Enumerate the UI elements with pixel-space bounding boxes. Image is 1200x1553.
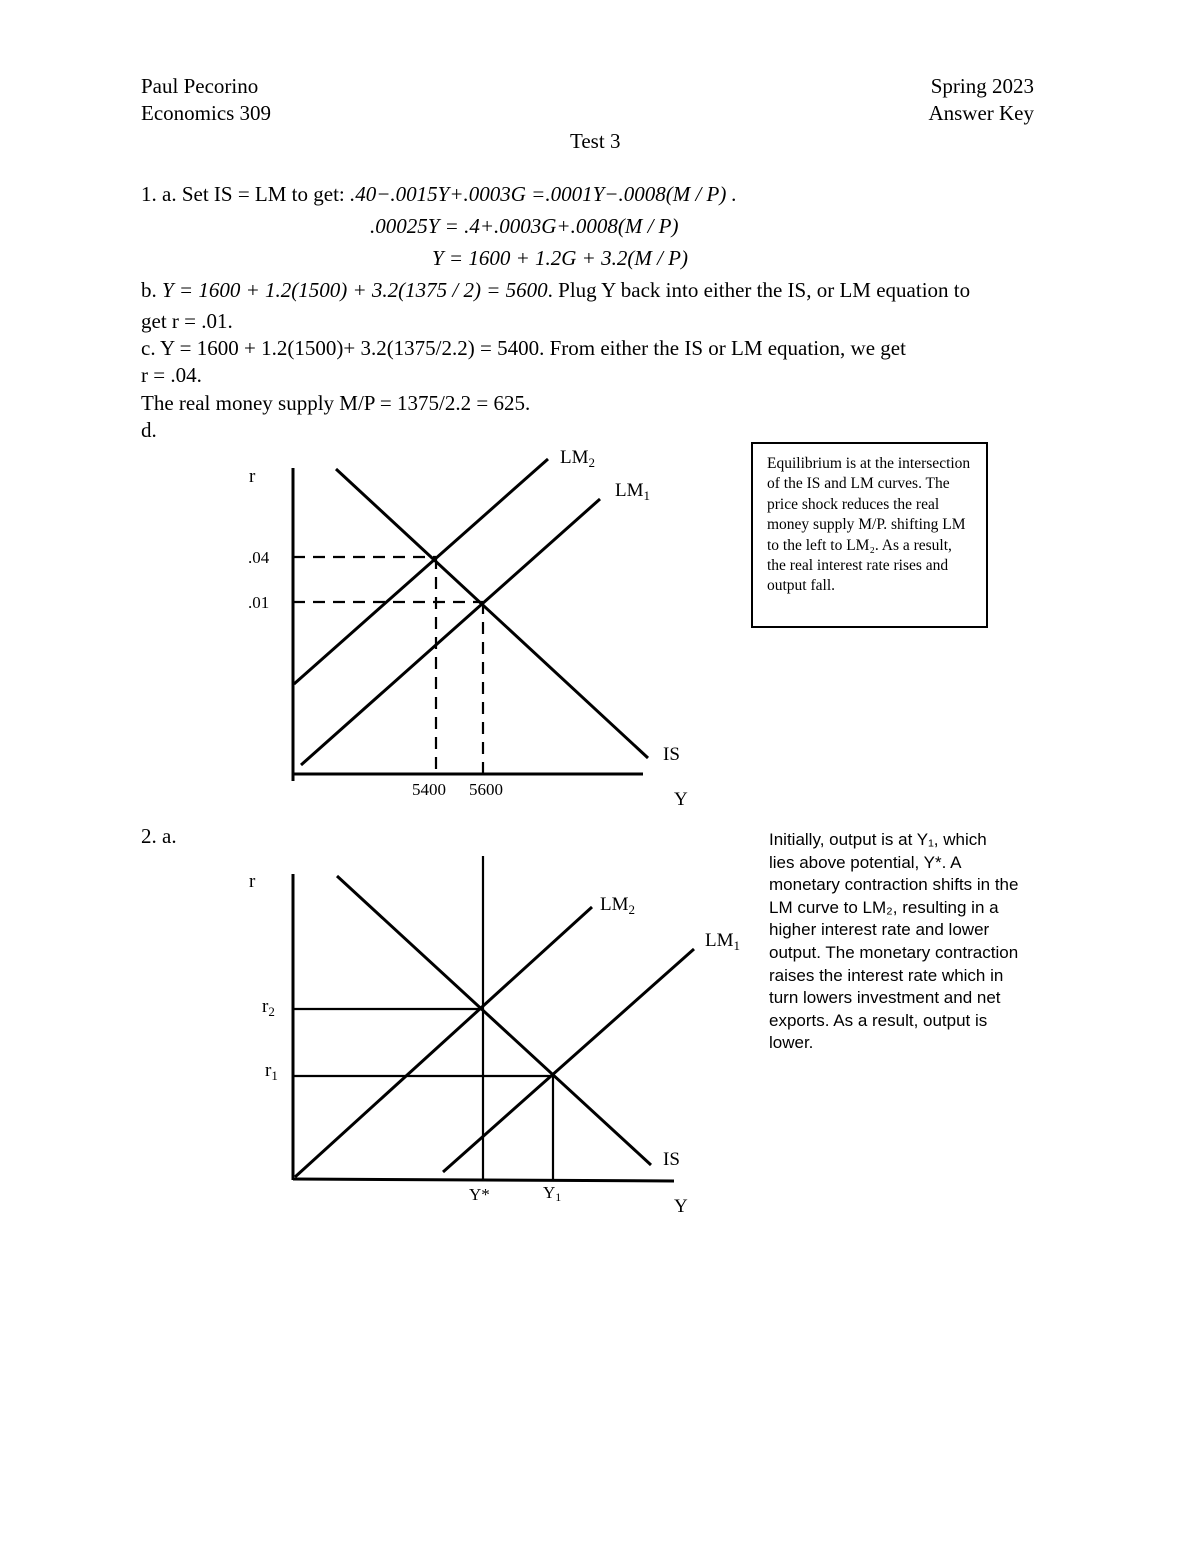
diagram2-r2-label-main: r (262, 996, 269, 1017)
diagram2-lm1-label-sub: 1 (733, 938, 740, 953)
q1b-lead: b. (141, 278, 162, 302)
diagram2-y1-label-main: Y (543, 1183, 556, 1202)
diagram2-lm1-label-main: LM (705, 930, 734, 951)
course-name: Economics 309 (141, 101, 272, 125)
q1b-line-2: get r = .01. (141, 309, 233, 333)
diagram2-r1-label (265, 1060, 278, 1083)
q1c-line-2: r = .04. (141, 363, 202, 387)
q1a-equation-1: .40−.0015Y+.0003G =.0001Y−.0008(M / P) . (350, 182, 737, 206)
diagram1-lm1-label-main: LM (615, 480, 644, 501)
diagram2-y-axis-label: r (249, 871, 256, 892)
diagram2-is-label: IS (663, 1149, 680, 1170)
q1c-line-1: c. Y = 1600 + 1.2(1500)+ 3.2(1375/2.2) = 5400. From either the IS or LM equation, we get (141, 336, 906, 360)
diagram1-is-curve (336, 469, 648, 758)
diagram1-y-axis-label: r (249, 466, 256, 487)
page-title: Test 3 (570, 129, 621, 153)
q1d-label: d. (141, 418, 157, 442)
diagram2-y-star-label: Y* (469, 1185, 490, 1204)
diagram2-lm1-label (705, 930, 740, 953)
diagram1-r-high-label: .04 (248, 548, 270, 567)
diagram2-is-curve (337, 876, 651, 1165)
q1c-line-3: The real money supply M/P = 1375/2.2 = 625. (141, 391, 531, 415)
diagram1-x-axis-label: Y (674, 789, 688, 810)
term: Spring 2023 (930, 74, 1034, 98)
diagram1-lm2-label-sub: 2 (588, 455, 595, 470)
diagram1-is-label: IS (663, 744, 680, 765)
diagram2-lm1-curve (443, 949, 694, 1172)
q1b-rest: . Plug Y back into either the IS, or LM equation to (547, 278, 971, 302)
q1a-equation-2: .00025Y = .4+.0003G+.0008(M / P) (370, 214, 679, 238)
diagram2-lm2-label (600, 894, 635, 917)
diagram1-r-low-label: .01 (248, 593, 270, 612)
q2a-label: 2. a. (141, 824, 177, 848)
diagram2-lm2-curve (295, 907, 592, 1177)
document-type: Answer Key (928, 101, 1034, 125)
q1a-equation-3: Y = 1600 + 1.2G + 3.2(M / P) (432, 246, 688, 270)
diagram1-lm2-label (560, 447, 595, 470)
diagram1-note: Equilibrium is at the intersection of the IS and LM curves. The price shock reduces the real money supply M/P. shifting LM to the left to LM₂. As a result, the real interest rate rises and output fall. (767, 455, 971, 595)
diagram2-note: Initially, output is at Y₁, which lies above potential, Y*. A monetary contraction shifts in the LM curve to LM₂, resulting in a higher interest rate and lower output. The monetary contraction raises the interest rate which in turn lowers investment and net exports. As a result, output is lower. (769, 830, 1019, 1053)
diagram1-y-low-label: 5400 (412, 780, 446, 799)
diagram2-y1-label-sub: 1 (555, 1190, 562, 1204)
diagram1-lm2-curve (294, 459, 548, 684)
diagram1-lm1-label-sub: 1 (643, 488, 650, 503)
diagram2-r1-label-main: r (265, 1060, 272, 1081)
q1b-equation: Y = 1600 + 1.2(1500) + 3.2(1375 / 2) = 5600 (162, 278, 548, 302)
diagram2-y1-label (543, 1183, 561, 1204)
diagram2-r2-label (262, 996, 275, 1019)
diagram1 (293, 459, 648, 781)
diagram2-lm2-label-sub: 2 (628, 902, 635, 917)
author-name: Paul Pecorino (141, 74, 259, 98)
diagram1-lm1-label (615, 480, 650, 503)
diagram1-lm2-label-main: LM (560, 447, 589, 468)
q1a-lead: 1. a. Set IS = LM to get: (141, 182, 350, 206)
diagram2-r1-label-sub: 1 (271, 1068, 278, 1083)
diagram1-lm1-curve (301, 499, 600, 765)
diagram2-x-axis-label: Y (674, 1196, 688, 1217)
diagram2-lm2-label-main: LM (600, 894, 629, 915)
diagram2-r2-label-sub: 2 (268, 1004, 275, 1019)
diagram1-y-high-label: 5600 (469, 780, 503, 799)
